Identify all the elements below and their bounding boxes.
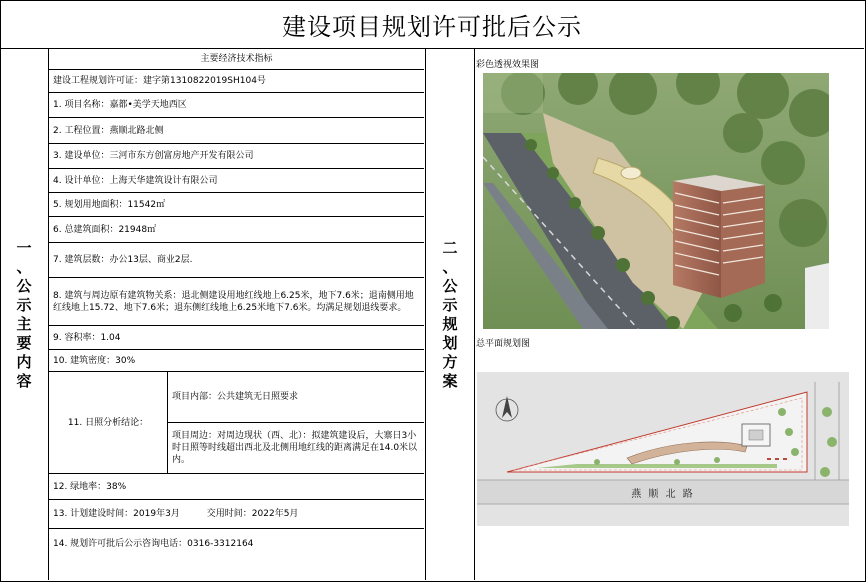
floors-row: 7. 建筑层数：办公13层、商业2层.	[49, 243, 424, 278]
road-label: 燕 顺 北 路	[631, 489, 695, 500]
indicators-table	[49, 49, 424, 558]
section-one-char-6: 容	[16, 371, 32, 390]
section-one-char-5: 内	[16, 352, 32, 371]
table-header: 主要经济技术指标	[49, 49, 424, 70]
section-two-char-2: 示	[442, 295, 458, 314]
section-two-char-1: 公	[442, 276, 458, 295]
section-two-number: 二	[442, 238, 458, 257]
section-two-header	[425, 49, 475, 580]
plan-caption: 总平面规划图	[476, 339, 531, 349]
sunlight-label: 11. 日照分析结论：	[49, 372, 168, 473]
section-two-char-3: 规	[442, 314, 458, 333]
section-one-header	[0, 49, 49, 580]
section-one-char-1: 公	[16, 276, 32, 295]
location-row: 2. 工程位置：燕顺北路北侧	[49, 118, 424, 144]
section-two-char-5: 方	[442, 352, 458, 371]
page-title: 建设项目规划许可批后公示	[0, 0, 864, 49]
phone-row: 14. 规划许可批后公示咨询电话：0316-3312164	[53, 538, 254, 549]
far-row: 9. 容积率：1.04	[49, 326, 424, 350]
perspective-rendering	[483, 73, 829, 329]
project-name-row: 1. 项目名称：嘉都•美学天地西区	[49, 93, 424, 118]
schedule-row: 13. 计划建设时间：2019年3月 交用时间：2022年5月	[49, 500, 424, 529]
permit-row: 建设工程规划许可证：建字第1310822019SH104号	[49, 70, 424, 93]
designer-row: 4. 设计单位：上海天华建筑设计有限公司	[49, 169, 424, 193]
render-caption: 彩色透视效果图	[476, 60, 540, 70]
perspective-rendering-image	[483, 73, 829, 329]
sunlight-row	[49, 372, 424, 474]
site-plan	[477, 372, 849, 526]
builder-row: 3. 建设单位：三河市东方创富房地产开发有限公司	[49, 144, 424, 169]
setback-row: 8. 建筑与周边原有建筑物关系：退北侧建设用地红线地上6.25米，地下7.6米；退南侧用地红线地上15.72、地下7.6米；退东侧红线地上6.25米地下7.6米。均满足规划退线要求。	[49, 278, 424, 326]
section-two-mark: 、	[442, 257, 458, 276]
floor-area-row: 6. 总建筑面积：21948㎡	[49, 217, 424, 243]
plan-panel	[474, 49, 864, 580]
section-one-char-4: 要	[16, 333, 32, 352]
section-one-mark: 、	[16, 257, 32, 276]
sunlight-surrounding: 项目周边：对周边现状（西、北）：拟建筑建设后，大寨日3小时日照等时线超出西北及北侧用地红线的距离满足在14.0米以内。	[172, 431, 418, 465]
section-two-char-6: 案	[442, 371, 458, 390]
section-one-number: 一	[16, 238, 32, 257]
green-rate-row: 12. 绿地率：38%	[49, 474, 424, 500]
land-area-row: 5. 规划用地面积：11542㎡	[49, 193, 424, 217]
site-plan-image	[477, 372, 849, 526]
section-one-char-3: 主	[16, 314, 32, 333]
section-two-char-4: 划	[442, 333, 458, 352]
section-one-char-2: 示	[16, 295, 32, 314]
sunlight-internal: 项目内部：公共建筑无日照要求	[168, 372, 424, 423]
density-row: 10. 建筑密度：30%	[49, 350, 424, 372]
